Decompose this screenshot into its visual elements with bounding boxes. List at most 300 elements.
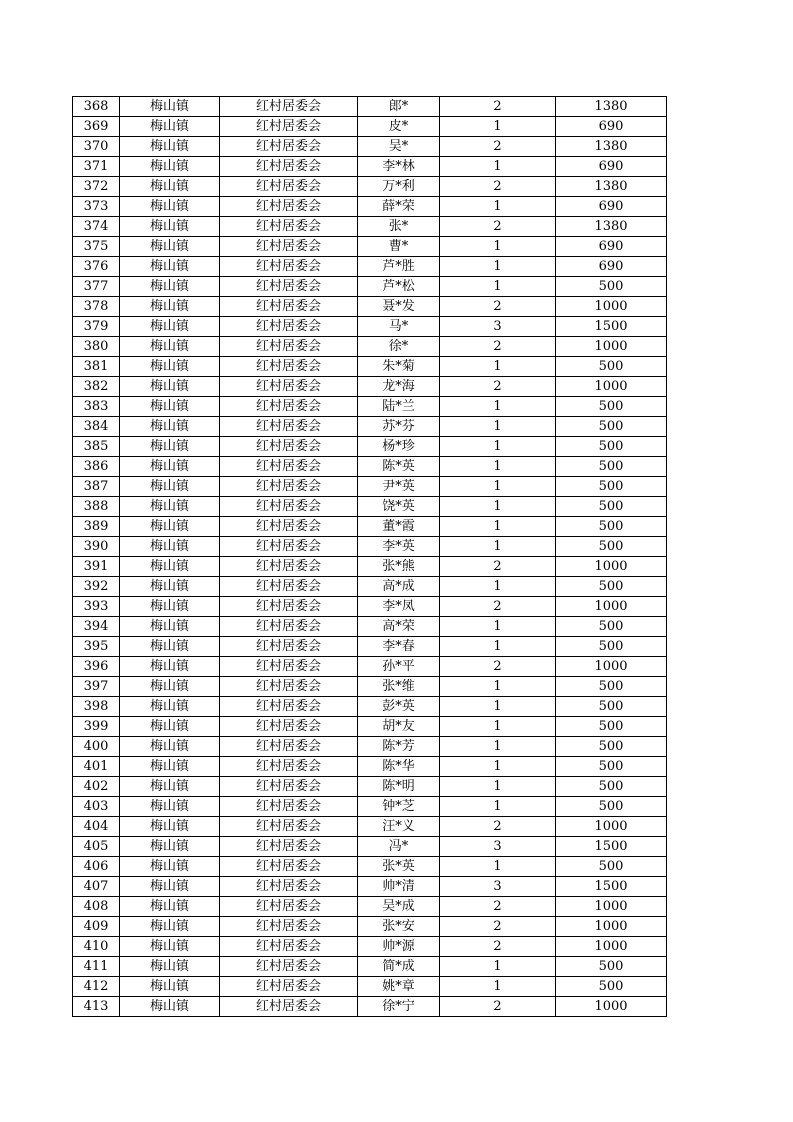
- row-number-cell: 374: [73, 217, 120, 237]
- town-cell: 梅山镇: [120, 417, 220, 437]
- amount-cell: 500: [556, 777, 667, 797]
- table-row: [73, 177, 667, 197]
- household-count-cell: 1: [440, 857, 556, 877]
- committee-cell: 红村居委会: [220, 817, 358, 837]
- household-count-cell: 1: [440, 157, 556, 177]
- name-cell: 万*利: [358, 177, 440, 197]
- name-cell: 徐*: [358, 337, 440, 357]
- name-cell: 芦*松: [358, 277, 440, 297]
- row-number-cell: 412: [73, 977, 120, 997]
- committee-cell: 红村居委会: [220, 617, 358, 637]
- row-number-cell: 375: [73, 237, 120, 257]
- row-number-cell: 377: [73, 277, 120, 297]
- amount-cell: 500: [556, 397, 667, 417]
- table-row: [73, 877, 667, 897]
- name-cell: 彭*英: [358, 697, 440, 717]
- household-count-cell: 2: [440, 137, 556, 157]
- amount-cell: 1000: [556, 657, 667, 677]
- amount-cell: 500: [556, 757, 667, 777]
- town-cell: 梅山镇: [120, 777, 220, 797]
- committee-cell: 红村居委会: [220, 637, 358, 657]
- table-row: [73, 457, 667, 477]
- row-number-cell: 386: [73, 457, 120, 477]
- row-number-cell: 372: [73, 177, 120, 197]
- committee-cell: 红村居委会: [220, 457, 358, 477]
- row-number-cell: 373: [73, 197, 120, 217]
- town-cell: 梅山镇: [120, 97, 220, 117]
- amount-cell: 1000: [556, 817, 667, 837]
- table-row: [73, 237, 667, 257]
- town-cell: 梅山镇: [120, 117, 220, 137]
- committee-cell: 红村居委会: [220, 477, 358, 497]
- household-count-cell: 2: [440, 337, 556, 357]
- committee-cell: 红村居委会: [220, 517, 358, 537]
- name-cell: 张*: [358, 217, 440, 237]
- household-count-cell: 2: [440, 997, 556, 1017]
- committee-cell: 红村居委会: [220, 437, 358, 457]
- household-count-cell: 2: [440, 217, 556, 237]
- name-cell: 帅*源: [358, 937, 440, 957]
- committee-cell: 红村居委会: [220, 597, 358, 617]
- row-number-cell: 403: [73, 797, 120, 817]
- committee-cell: 红村居委会: [220, 157, 358, 177]
- table-row: [73, 617, 667, 637]
- committee-cell: 红村居委会: [220, 297, 358, 317]
- row-number-cell: 399: [73, 717, 120, 737]
- table-row: [73, 597, 667, 617]
- household-count-cell: 1: [440, 497, 556, 517]
- household-count-cell: 1: [440, 577, 556, 597]
- amount-cell: 500: [556, 857, 667, 877]
- table-row: [73, 897, 667, 917]
- committee-cell: 红村居委会: [220, 717, 358, 737]
- town-cell: 梅山镇: [120, 837, 220, 857]
- name-cell: 皮*: [358, 117, 440, 137]
- name-cell: 李*凤: [358, 597, 440, 617]
- name-cell: 曹*: [358, 237, 440, 257]
- amount-cell: 1380: [556, 217, 667, 237]
- amount-cell: 500: [556, 977, 667, 997]
- table-row: [73, 657, 667, 677]
- table-row: [73, 677, 667, 697]
- table-row: [73, 417, 667, 437]
- town-cell: 梅山镇: [120, 517, 220, 537]
- committee-cell: 红村居委会: [220, 777, 358, 797]
- row-number-cell: 396: [73, 657, 120, 677]
- table-row: [73, 517, 667, 537]
- amount-cell: 500: [556, 497, 667, 517]
- committee-cell: 红村居委会: [220, 317, 358, 337]
- name-cell: 龙*海: [358, 377, 440, 397]
- table-row: [73, 197, 667, 217]
- town-cell: 梅山镇: [120, 597, 220, 617]
- table-row: [73, 577, 667, 597]
- town-cell: 梅山镇: [120, 137, 220, 157]
- town-cell: 梅山镇: [120, 857, 220, 877]
- household-count-cell: 2: [440, 937, 556, 957]
- table-row: [73, 637, 667, 657]
- town-cell: 梅山镇: [120, 177, 220, 197]
- table-row: [73, 537, 667, 557]
- amount-cell: 500: [556, 717, 667, 737]
- name-cell: 简*成: [358, 957, 440, 977]
- household-count-cell: 1: [440, 617, 556, 637]
- town-cell: 梅山镇: [120, 677, 220, 697]
- committee-cell: 红村居委会: [220, 537, 358, 557]
- household-count-cell: 1: [440, 397, 556, 417]
- household-count-cell: 2: [440, 657, 556, 677]
- amount-cell: 1380: [556, 137, 667, 157]
- amount-cell: 1000: [556, 377, 667, 397]
- table-row: [73, 217, 667, 237]
- table-row: [73, 997, 667, 1017]
- town-cell: 梅山镇: [120, 457, 220, 477]
- name-cell: 李*春: [358, 637, 440, 657]
- row-number-cell: 401: [73, 757, 120, 777]
- committee-cell: 红村居委会: [220, 937, 358, 957]
- town-cell: 梅山镇: [120, 617, 220, 637]
- amount-cell: 1000: [556, 597, 667, 617]
- name-cell: 帅*清: [358, 877, 440, 897]
- name-cell: 朱*菊: [358, 357, 440, 377]
- amount-cell: 500: [556, 477, 667, 497]
- name-cell: 李*英: [358, 537, 440, 557]
- committee-cell: 红村居委会: [220, 97, 358, 117]
- amount-cell: 500: [556, 697, 667, 717]
- name-cell: 冯*: [358, 837, 440, 857]
- household-count-cell: 1: [440, 537, 556, 557]
- committee-cell: 红村居委会: [220, 797, 358, 817]
- amount-cell: 690: [556, 157, 667, 177]
- committee-cell: 红村居委会: [220, 997, 358, 1017]
- name-cell: 尹*英: [358, 477, 440, 497]
- name-cell: 张*熊: [358, 557, 440, 577]
- name-cell: 杨*珍: [358, 437, 440, 457]
- town-cell: 梅山镇: [120, 897, 220, 917]
- town-cell: 梅山镇: [120, 877, 220, 897]
- row-number-cell: 395: [73, 637, 120, 657]
- amount-cell: 500: [556, 797, 667, 817]
- table-row: [73, 557, 667, 577]
- name-cell: 薛*荣: [358, 197, 440, 217]
- table-row: [73, 817, 667, 837]
- town-cell: 梅山镇: [120, 577, 220, 597]
- name-cell: 陈*芳: [358, 737, 440, 757]
- household-count-cell: 1: [440, 117, 556, 137]
- town-cell: 梅山镇: [120, 557, 220, 577]
- town-cell: 梅山镇: [120, 277, 220, 297]
- amount-cell: 500: [556, 677, 667, 697]
- row-number-cell: 380: [73, 337, 120, 357]
- table-row: [73, 377, 667, 397]
- name-cell: 陆*兰: [358, 397, 440, 417]
- table-body: [73, 97, 667, 1017]
- household-count-cell: 1: [440, 277, 556, 297]
- town-cell: 梅山镇: [120, 937, 220, 957]
- household-count-cell: 2: [440, 557, 556, 577]
- household-count-cell: 1: [440, 797, 556, 817]
- table-row: [73, 497, 667, 517]
- committee-cell: 红村居委会: [220, 357, 358, 377]
- committee-cell: 红村居委会: [220, 957, 358, 977]
- row-number-cell: 376: [73, 257, 120, 277]
- committee-cell: 红村居委会: [220, 117, 358, 137]
- town-cell: 梅山镇: [120, 717, 220, 737]
- row-number-cell: 402: [73, 777, 120, 797]
- town-cell: 梅山镇: [120, 537, 220, 557]
- town-cell: 梅山镇: [120, 497, 220, 517]
- table-row: [73, 737, 667, 757]
- committee-cell: 红村居委会: [220, 277, 358, 297]
- row-number-cell: 409: [73, 917, 120, 937]
- name-cell: 董*霞: [358, 517, 440, 537]
- name-cell: 吴*成: [358, 897, 440, 917]
- town-cell: 梅山镇: [120, 817, 220, 837]
- town-cell: 梅山镇: [120, 437, 220, 457]
- table-row: [73, 157, 667, 177]
- town-cell: 梅山镇: [120, 317, 220, 337]
- row-number-cell: 385: [73, 437, 120, 457]
- committee-cell: 红村居委会: [220, 697, 358, 717]
- committee-cell: 红村居委会: [220, 497, 358, 517]
- row-number-cell: 404: [73, 817, 120, 837]
- amount-cell: 1500: [556, 877, 667, 897]
- name-cell: 饶*英: [358, 497, 440, 517]
- row-number-cell: 371: [73, 157, 120, 177]
- table-row: [73, 957, 667, 977]
- table-row: [73, 477, 667, 497]
- committee-cell: 红村居委会: [220, 417, 358, 437]
- amount-cell: 1000: [556, 897, 667, 917]
- town-cell: 梅山镇: [120, 237, 220, 257]
- row-number-cell: 394: [73, 617, 120, 637]
- amount-cell: 1000: [556, 917, 667, 937]
- committee-cell: 红村居委会: [220, 877, 358, 897]
- table-row: [73, 137, 667, 157]
- household-count-cell: 2: [440, 817, 556, 837]
- amount-cell: 690: [556, 237, 667, 257]
- committee-cell: 红村居委会: [220, 677, 358, 697]
- household-count-cell: 1: [440, 477, 556, 497]
- table-row: [73, 797, 667, 817]
- committee-cell: 红村居委会: [220, 557, 358, 577]
- amount-cell: 1000: [556, 937, 667, 957]
- town-cell: 梅山镇: [120, 737, 220, 757]
- household-count-cell: 2: [440, 597, 556, 617]
- table-row: [73, 317, 667, 337]
- row-number-cell: 392: [73, 577, 120, 597]
- row-number-cell: 405: [73, 837, 120, 857]
- row-number-cell: 390: [73, 537, 120, 557]
- amount-cell: 1000: [556, 337, 667, 357]
- name-cell: 芦*胜: [358, 257, 440, 277]
- name-cell: 陈*英: [358, 457, 440, 477]
- committee-cell: 红村居委会: [220, 657, 358, 677]
- household-count-cell: 2: [440, 377, 556, 397]
- row-number-cell: 388: [73, 497, 120, 517]
- row-number-cell: 411: [73, 957, 120, 977]
- row-number-cell: 378: [73, 297, 120, 317]
- household-count-cell: 1: [440, 457, 556, 477]
- household-count-cell: 3: [440, 837, 556, 857]
- committee-cell: 红村居委会: [220, 977, 358, 997]
- household-count-cell: 1: [440, 637, 556, 657]
- table-row: [73, 437, 667, 457]
- name-cell: 汪*义: [358, 817, 440, 837]
- amount-cell: 500: [556, 417, 667, 437]
- household-count-cell: 1: [440, 757, 556, 777]
- table-row: [73, 97, 667, 117]
- committee-cell: 红村居委会: [220, 177, 358, 197]
- name-cell: 陈*华: [358, 757, 440, 777]
- table-row: [73, 297, 667, 317]
- row-number-cell: 368: [73, 97, 120, 117]
- name-cell: 胡*友: [358, 717, 440, 737]
- row-number-cell: 397: [73, 677, 120, 697]
- amount-cell: 500: [556, 457, 667, 477]
- row-number-cell: 382: [73, 377, 120, 397]
- table-row: [73, 837, 667, 857]
- amount-cell: 500: [556, 737, 667, 757]
- committee-cell: 红村居委会: [220, 397, 358, 417]
- name-cell: 张*英: [358, 857, 440, 877]
- table-row: [73, 257, 667, 277]
- row-number-cell: 383: [73, 397, 120, 417]
- household-count-cell: 1: [440, 417, 556, 437]
- beneficiary-table: [72, 96, 667, 1017]
- town-cell: 梅山镇: [120, 337, 220, 357]
- name-cell: 聂*发: [358, 297, 440, 317]
- town-cell: 梅山镇: [120, 637, 220, 657]
- household-count-cell: 2: [440, 177, 556, 197]
- amount-cell: 690: [556, 117, 667, 137]
- row-number-cell: 389: [73, 517, 120, 537]
- row-number-cell: 413: [73, 997, 120, 1017]
- committee-cell: 红村居委会: [220, 837, 358, 857]
- town-cell: 梅山镇: [120, 977, 220, 997]
- household-count-cell: 1: [440, 517, 556, 537]
- town-cell: 梅山镇: [120, 377, 220, 397]
- name-cell: 孙*平: [358, 657, 440, 677]
- row-number-cell: 410: [73, 937, 120, 957]
- amount-cell: 690: [556, 197, 667, 217]
- committee-cell: 红村居委会: [220, 257, 358, 277]
- town-cell: 梅山镇: [120, 297, 220, 317]
- household-count-cell: 1: [440, 957, 556, 977]
- town-cell: 梅山镇: [120, 397, 220, 417]
- amount-cell: 1000: [556, 297, 667, 317]
- table-row: [73, 717, 667, 737]
- table-row: [73, 117, 667, 137]
- row-number-cell: 381: [73, 357, 120, 377]
- household-count-cell: 1: [440, 677, 556, 697]
- town-cell: 梅山镇: [120, 957, 220, 977]
- row-number-cell: 391: [73, 557, 120, 577]
- row-number-cell: 393: [73, 597, 120, 617]
- name-cell: 李*林: [358, 157, 440, 177]
- table-row: [73, 857, 667, 877]
- row-number-cell: 384: [73, 417, 120, 437]
- row-number-cell: 406: [73, 857, 120, 877]
- name-cell: 张*安: [358, 917, 440, 937]
- amount-cell: 500: [556, 437, 667, 457]
- name-cell: 陈*明: [358, 777, 440, 797]
- committee-cell: 红村居委会: [220, 197, 358, 217]
- committee-cell: 红村居委会: [220, 857, 358, 877]
- amount-cell: 1000: [556, 997, 667, 1017]
- committee-cell: 红村居委会: [220, 737, 358, 757]
- household-count-cell: 1: [440, 977, 556, 997]
- household-count-cell: 2: [440, 897, 556, 917]
- committee-cell: 红村居委会: [220, 897, 358, 917]
- household-count-cell: 2: [440, 917, 556, 937]
- committee-cell: 红村居委会: [220, 217, 358, 237]
- name-cell: 马*: [358, 317, 440, 337]
- amount-cell: 500: [556, 277, 667, 297]
- amount-cell: 1000: [556, 557, 667, 577]
- amount-cell: 500: [556, 617, 667, 637]
- town-cell: 梅山镇: [120, 797, 220, 817]
- committee-cell: 红村居委会: [220, 757, 358, 777]
- row-number-cell: 369: [73, 117, 120, 137]
- town-cell: 梅山镇: [120, 657, 220, 677]
- town-cell: 梅山镇: [120, 917, 220, 937]
- household-count-cell: 1: [440, 437, 556, 457]
- household-count-cell: 1: [440, 737, 556, 757]
- row-number-cell: 379: [73, 317, 120, 337]
- amount-cell: 500: [556, 637, 667, 657]
- table-row: [73, 357, 667, 377]
- household-count-cell: 2: [440, 97, 556, 117]
- row-number-cell: 370: [73, 137, 120, 157]
- name-cell: 钟*芝: [358, 797, 440, 817]
- row-number-cell: 398: [73, 697, 120, 717]
- table-row: [73, 397, 667, 417]
- name-cell: 高*成: [358, 577, 440, 597]
- household-count-cell: 1: [440, 777, 556, 797]
- amount-cell: 1500: [556, 317, 667, 337]
- town-cell: 梅山镇: [120, 757, 220, 777]
- town-cell: 梅山镇: [120, 697, 220, 717]
- amount-cell: 690: [556, 257, 667, 277]
- table-row: [73, 277, 667, 297]
- committee-cell: 红村居委会: [220, 577, 358, 597]
- table-row: [73, 777, 667, 797]
- town-cell: 梅山镇: [120, 477, 220, 497]
- name-cell: 张*维: [358, 677, 440, 697]
- name-cell: 吴*: [358, 137, 440, 157]
- table-row: [73, 697, 667, 717]
- household-count-cell: 3: [440, 877, 556, 897]
- row-number-cell: 408: [73, 897, 120, 917]
- household-count-cell: 1: [440, 697, 556, 717]
- town-cell: 梅山镇: [120, 197, 220, 217]
- household-count-cell: 1: [440, 357, 556, 377]
- household-count-cell: 2: [440, 297, 556, 317]
- name-cell: 徐*宁: [358, 997, 440, 1017]
- name-cell: 郎*: [358, 97, 440, 117]
- amount-cell: 500: [556, 957, 667, 977]
- amount-cell: 500: [556, 577, 667, 597]
- table-row: [73, 937, 667, 957]
- table-row: [73, 977, 667, 997]
- household-count-cell: 3: [440, 317, 556, 337]
- household-count-cell: 1: [440, 197, 556, 217]
- town-cell: 梅山镇: [120, 217, 220, 237]
- table-row: [73, 757, 667, 777]
- amount-cell: 1380: [556, 177, 667, 197]
- name-cell: 苏*芬: [358, 417, 440, 437]
